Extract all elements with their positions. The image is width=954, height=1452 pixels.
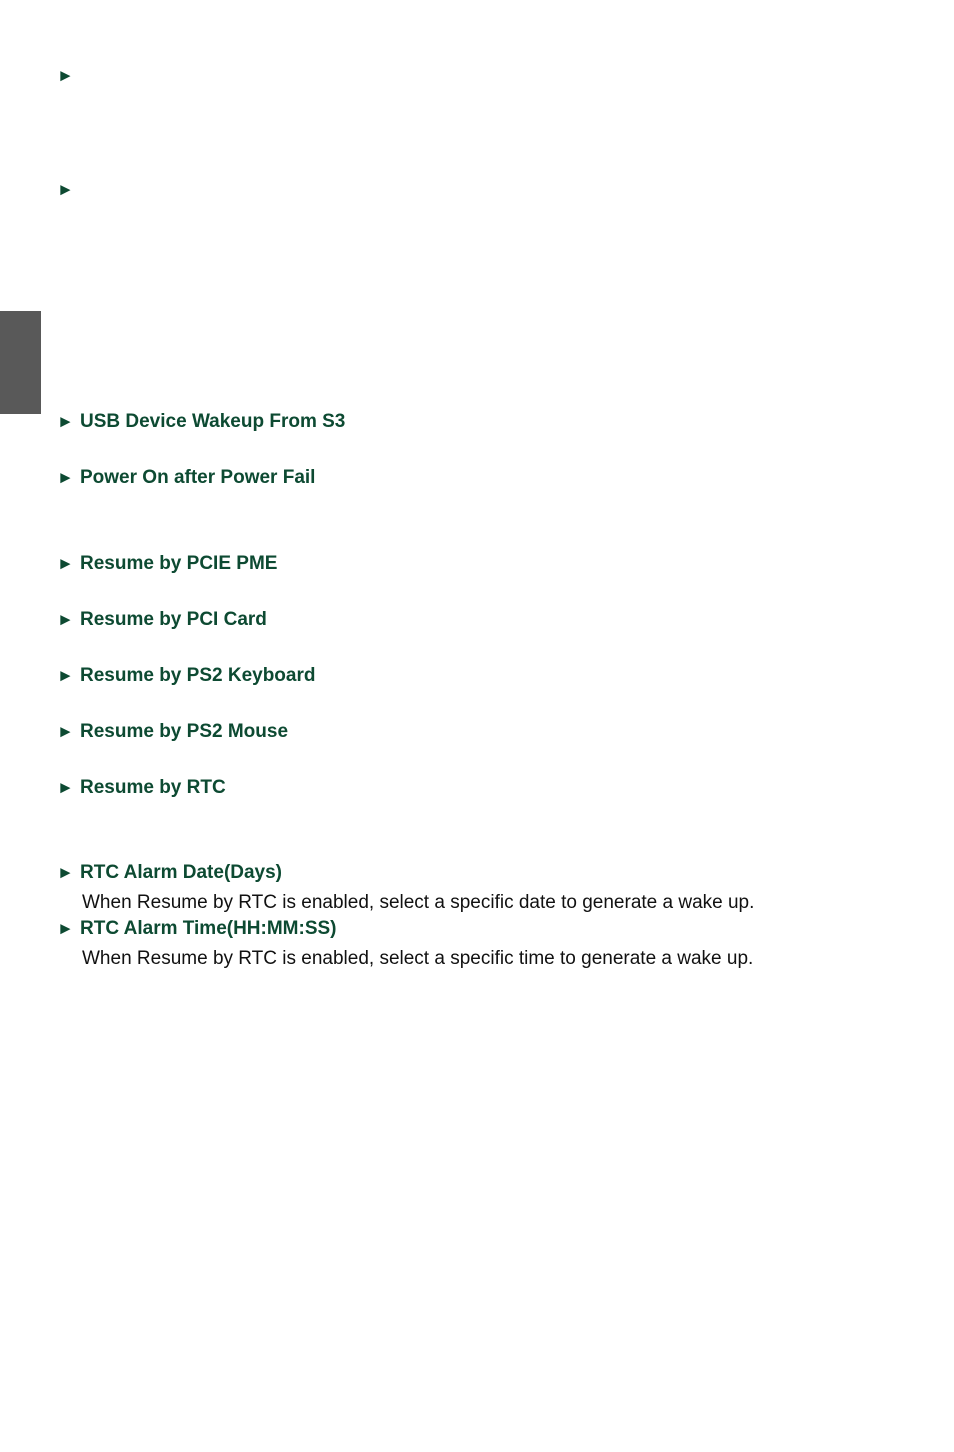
bullet-arrow-icon: ► [57, 554, 74, 573]
setting-heading [57, 467, 315, 489]
setting-heading [57, 721, 288, 743]
bullet-arrow-icon: ► [57, 468, 74, 487]
bullet-arrow-icon: ► [57, 778, 74, 797]
bullet-arrow-icon: ► [57, 412, 74, 431]
setting-title: Power On after Power Fail [80, 467, 316, 488]
setting-heading [57, 553, 277, 575]
setting-heading [57, 665, 315, 687]
setting-title: RTC Alarm Time(HH:MM:SS) [80, 918, 337, 939]
bullet-arrow-icon: ► [57, 180, 74, 199]
bullet-arrow-icon: ► [57, 919, 74, 938]
setting-title: Resume by PS2 Mouse [80, 721, 289, 742]
setting-title: Resume by PCIE PME [80, 553, 278, 574]
setting-title: USB Device Wakeup From S3 [80, 411, 346, 432]
setting-heading [57, 862, 282, 884]
setting-description: When Resume by RTC is enabled, select a specific date to generate a wake up. [82, 892, 755, 913]
setting-description: When Resume by RTC is enabled, select a specific time to generate a wake up. [82, 948, 754, 969]
setting-title: Resume by RTC [80, 777, 226, 798]
bullet-arrow-icon: ► [57, 66, 74, 85]
setting-heading [57, 918, 337, 940]
bullet-arrow-icon: ► [57, 666, 74, 685]
setting-heading [57, 411, 345, 433]
chapter-side-tab [0, 311, 41, 414]
setting-heading [57, 777, 226, 799]
setting-title: RTC Alarm Date(Days) [80, 862, 283, 883]
setting-heading [57, 609, 267, 631]
setting-title: Resume by PS2 Keyboard [80, 665, 316, 686]
setting-title: Resume by PCI Card [80, 609, 267, 630]
bullet-arrow-icon: ► [57, 722, 74, 741]
bullet-arrow-icon: ► [57, 610, 74, 629]
bullet-arrow-icon: ► [57, 863, 74, 882]
